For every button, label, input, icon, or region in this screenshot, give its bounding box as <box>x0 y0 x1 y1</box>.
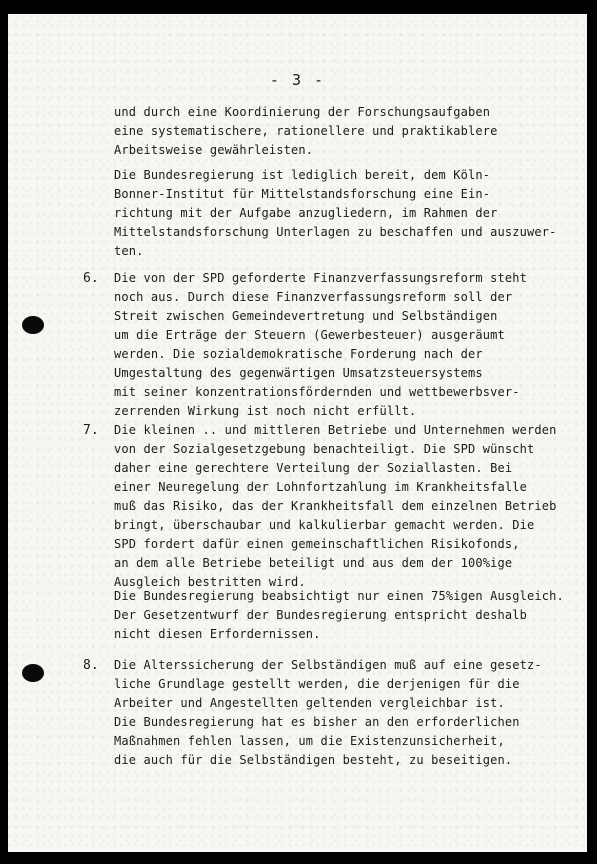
page-number: - 3 - <box>269 71 326 89</box>
text-line: Die Bundesregierung beabsichtigt nur einen 75%igen Ausgleich. <box>114 589 564 603</box>
text-line: werden. Die sozialdemokratische Forderung nach der <box>114 347 483 361</box>
text-line: Arbeiter und Angestellten geltenden vergleichbar ist. <box>114 696 505 710</box>
text-line: Ausgleich bestritten wird. <box>114 575 306 589</box>
text-line: liche Grundlage gestellt werden, die derjenigen für die <box>114 677 520 691</box>
text-line: bringt, überschaubar und kalkulierbar gemacht werden. Die <box>114 518 535 532</box>
text-line: von der Sozialgesetzgebung benachteiligt. Die SPD wünscht <box>114 442 535 456</box>
text-line: die auch für die Selbständigen besteht, zu beseitigen. <box>114 753 513 767</box>
text-line: SPD fordert dafür einen gemeinschaftlichen Risikofonds, <box>114 537 520 551</box>
punch-hole <box>22 316 44 334</box>
paragraph-number: 6. <box>83 271 99 286</box>
text-line: daher eine gerechtere Verteilung der Soziallasten. Bei <box>114 461 513 475</box>
text-line: Maßnahmen fehlen lassen, um die Existenzunsicherheit, <box>114 734 505 748</box>
text-line: Die Bundesregierung ist lediglich bereit, dem Köln- <box>114 168 491 182</box>
paragraph-number: 7. <box>83 423 99 438</box>
text-line: nicht diesen Erfordernissen. <box>114 627 321 641</box>
text-line: Umgestaltung des gegenwärtigen Umsatzsteuersystems <box>114 366 483 380</box>
text-line: an dem alle Betriebe beteiligt und aus dem der 100%ige <box>114 556 513 570</box>
text-line: Streit zwischen Gemeindevertretung und Selbständigen <box>114 309 498 323</box>
text-line: noch aus. Durch diese Finanzverfassungsreform soll der <box>114 290 513 304</box>
text-line: Die kleinen .. und mittleren Betriebe und Unternehmen werden <box>114 423 557 437</box>
punch-hole <box>22 664 44 682</box>
text-line: ten. <box>114 244 144 258</box>
text-line: um die Erträge der Steuern (Gewerbesteuer) ausgeräumt <box>114 328 505 342</box>
text-line: Arbeitsweise gewährleisten. <box>114 143 314 157</box>
text-line: Die Alterssicherung der Selbständigen muß auf eine gesetz- <box>114 658 542 672</box>
text-line: und durch eine Koordinierung der Forschungsaufgaben <box>114 105 491 119</box>
document-page <box>8 14 587 852</box>
text-line: Bonner-Institut für Mittelstandsforschung eine Ein- <box>114 187 491 201</box>
text-line: Mittelstandsforschung Unterlagen zu beschaffen und auszuwer- <box>114 225 557 239</box>
text-line: mit seiner konzentrationsfördernden und wettbewerbsver- <box>114 385 520 399</box>
text-line: muß das Risiko, das der Krankheitsfall dem einzelnen Betrieb <box>114 499 557 513</box>
text-line: Die Bundesregierung hat es bisher an den erforderlichen <box>114 715 520 729</box>
text-line: richtung mit der Aufgabe anzugliedern, im Rahmen der <box>114 206 498 220</box>
text-line: Die von der SPD geforderte Finanzverfassungsreform steht <box>114 271 527 285</box>
text-line: eine systematischere, rationellere und praktikablere <box>114 124 498 138</box>
text-line: zerrenden Wirkung ist noch nicht erfüllt. <box>114 404 417 418</box>
text-line: einer Neuregelung der Lohnfortzahlung im Krankheitsfalle <box>114 480 527 494</box>
text-line: Der Gesetzentwurf der Bundesregierung entspricht deshalb <box>114 608 527 622</box>
paragraph-number: 8. <box>83 658 99 673</box>
